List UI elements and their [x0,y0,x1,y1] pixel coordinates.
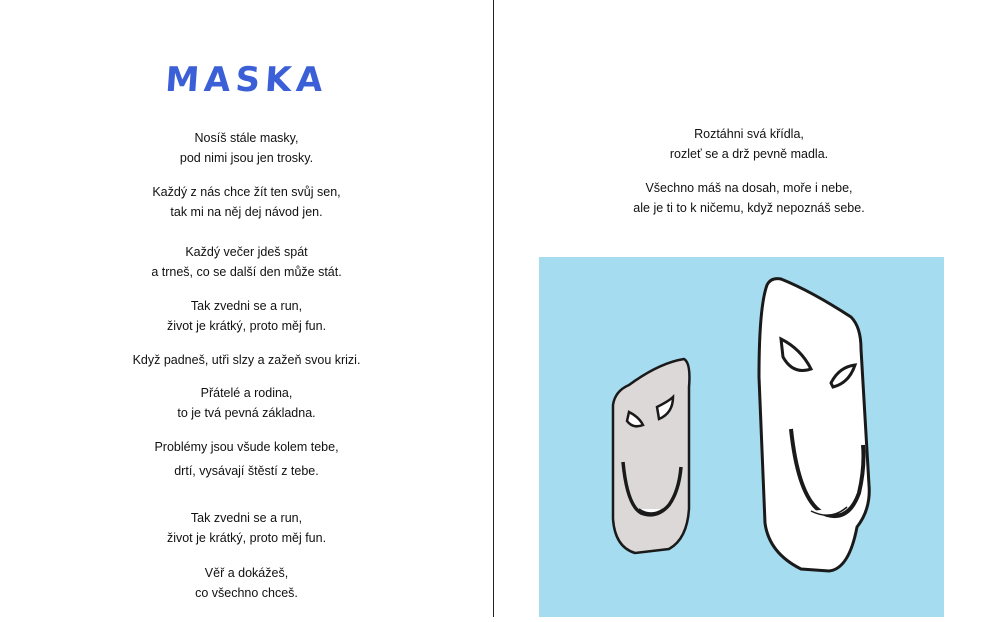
poem-line: Roztáhni svá křídla, [694,127,804,141]
poem-line: Každý z nás chce žít ten svůj sen, [152,185,341,199]
poem-line: pod nimi jsou jen trosky. [179,151,314,165]
poem-line: Přátelé a rodina, [200,386,293,400]
poem-line: drtí, vysávají štěstí z tebe. [174,464,319,478]
poem-line: Věř a dokážeš, [204,566,289,580]
poem-line: tak mi na něj dej návod jen. [170,205,323,219]
poem-line: co všechno chceš. [195,586,298,600]
large-mask [759,279,869,571]
poem-line: Tak zvedni se a run, [190,511,303,525]
poem-line: Tak zvedni se a run, [190,299,303,313]
poem-line: život je krátký, proto měj fun. [166,319,327,333]
poem-line: rozleť se a drž pevně madla. [669,147,829,161]
poem-line: Když padneš, utři slzy a zažeň svou krizi. [132,353,361,367]
poem-line: život je krátký, proto měj fun. [166,531,327,545]
right-page [494,0,987,617]
left-page [0,0,493,617]
poem-line: ale je ti to k ničemu, když nepoznáš sebe. [633,201,865,215]
poem-line: to je tvá pevná základna. [177,406,316,420]
small-mask [613,359,689,553]
illustration-background [539,257,944,617]
masks-illustration [539,257,944,617]
poem-line: Všechno máš na dosah, moře i nebe, [645,181,853,195]
poem-line: Každý večer jdeš spát [185,245,308,259]
poem-line: a trneš, co se další den může stát. [151,265,342,279]
poem-title: MASKA [163,60,330,100]
poem-line: Nosíš stále masky, [194,131,299,145]
poem-line: Problémy jsou všude kolem tebe, [154,440,339,454]
